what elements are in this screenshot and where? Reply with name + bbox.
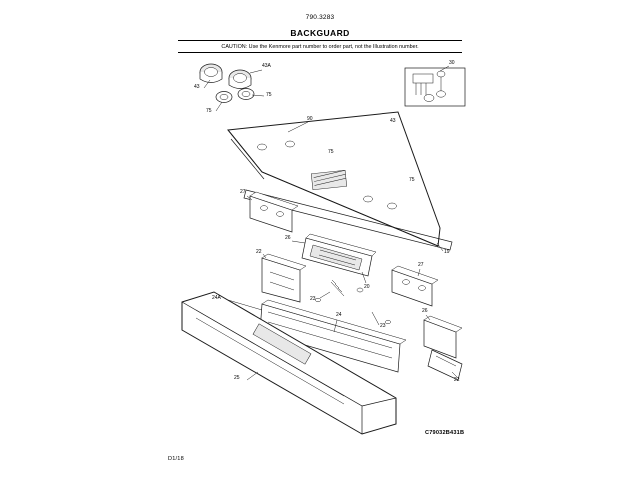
control-module-inset <box>405 68 465 106</box>
callout-23-left: 23 <box>310 296 316 302</box>
callout-22-right: 22 <box>454 377 460 383</box>
control-board-26 <box>302 234 376 276</box>
callout-27-left: 27 <box>240 189 246 195</box>
bracket-22-right <box>428 350 462 380</box>
spring-23 <box>331 280 344 296</box>
drawing-code: C79032B431B <box>425 430 465 436</box>
callout-43-left: 43 <box>194 84 200 90</box>
callout-24a: 24A <box>212 295 221 301</box>
bracket-26-right <box>424 316 462 358</box>
callout-43a: 43A <box>262 63 271 69</box>
callout-20: 20 <box>364 284 370 290</box>
callout-26-right: 26 <box>422 308 428 314</box>
callout-24: 24 <box>336 312 342 318</box>
callout-19: 19 <box>444 249 450 255</box>
callout-22-left: 22 <box>256 249 262 255</box>
callout-75-right: 75 <box>409 177 415 183</box>
sheet-code: D1/18 <box>168 456 184 462</box>
callout-23-right: 23 <box>380 323 386 329</box>
callout-30: 30 <box>449 60 455 66</box>
bracket-left-27 <box>250 192 298 232</box>
bracket-22-left <box>262 254 306 302</box>
callout-75-mid: 75 <box>328 149 334 155</box>
callout-43-right: 43 <box>390 118 396 124</box>
callout-27-right: 27 <box>418 262 424 268</box>
model-number: 790.3283 <box>305 14 335 21</box>
bracket-right-27 <box>392 266 438 306</box>
callout-90: 90 <box>307 116 313 122</box>
backguard-panel <box>228 112 452 250</box>
callout-75-upper: 75 <box>266 92 272 98</box>
callout-26-center: 26 <box>285 235 291 241</box>
knob-group-left <box>200 64 254 103</box>
callout-25: 25 <box>234 375 240 381</box>
page-title: BACKGUARD <box>290 28 350 38</box>
callout-75-left: 75 <box>206 108 212 114</box>
caution-note: CAUTION: Use the Kenmore part number to order part, not the Illustration number. <box>221 44 419 50</box>
